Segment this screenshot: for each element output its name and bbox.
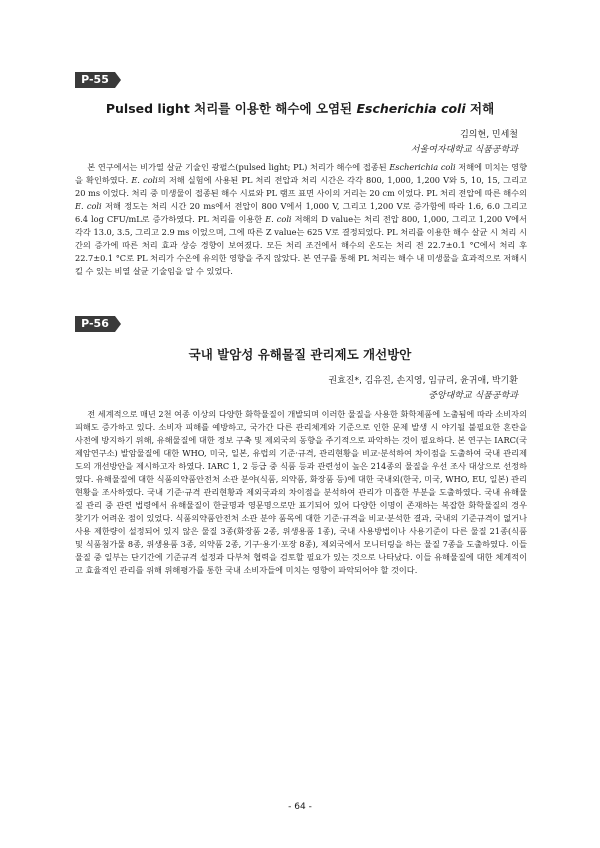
abstract-text: 저해에 미치는 영향을 확인하였다. [75,162,527,185]
section-badge-p56: P-56 [75,316,115,332]
page-number: - 64 - [288,802,312,812]
italic-term: Escherichia coli [389,162,456,172]
title-text-end: 저해 [465,101,495,116]
abstract-p55 [75,161,527,278]
authors-p56: 권효진*, 김유진, 손지영, 임규리, 윤귀애, 박기환 [328,376,518,386]
abstract-text: 전 세계적으로 매년 2천 여종 이상의 다양한 화학물질이 개발되며 이러한 물질을 사용한 화학제품에 노출됨에 따라 소비자의 피해도 증가하고 있다. 소비자 피해를 예방하고, 국가간 다른 관리체계와 기준으로 인한 문제 발생 시 야기될 불필요한 혼란을 사전에 방지하기 위해, 유해물질에 대한 정보 구축 및 제외국의 동향을 주기적으로 파악하는 것이 필요하다. 본 연구는 IARC(국제암연구소) 발암물질에 대한 WHO, 미국, 일본, 유럽의 기준·규격, 관리현황을 비교·분석하여 차이점을 도출하여 국내 관리제도의 개선방안을 제시하고자 하였다. IARC 1, 2 등급 중 식품 등과 관련성이 높은 214종의 물질을 우선 조사 대상으로 선정하였다. 유해물질에 대한 식품의약품안전처 소관 분야(식품, 의약품, 화장품 등)에 대한 국내외(한국, 미국, WHO, EU, 일본) 관리현황을 조사하였다. 국내 기준·규격 관리현황과 제외국과의 차이점을 분석하여 관리가 미흡한 부분을 도출하였다. 국내 유해물질 관리 중 관련 법령에서 유해물질이 한글명과 영문명으로만 표기되어 있어 다양한 이명이 존재하는 복잡한 화학물질의 경우 찾기가 어려운 점이 있었다. 식품의약품안전처 소관 분야 품목에 대한 기준·규격을 비교·분석한 결과, 국내의 기준규격이 없거나 사용 제한량이 설정되어 있지 않은 물질 3종(화장품 2종, 위생용품 1종), 국내 사용방법이나 사용기준이 다른 물질 21종(식품 및 식품첨가물 8종, 위생용품 3종, 의약품 2종, 기구·용기·포장 8종), 제외국에서 모니터링을 하는 물질 7종을 도출하였다. 이들 물질 중 일부는 단기간에 기준규격 설정과 다부처 협력을 검토할 필요가 있는 것으로 나타났다. 이들 유해물질에 대한 체계적이고 효율적인 관리를 위해 위해평가를 통한 국내 소비자들에 미치는 영향이 파악되어야 할 것이다. [75,409,528,575]
affiliation-p55: 서울여자대학교 식품공학과 [410,145,518,155]
abstract-text: 저해 정도는 처리 시간 20 ms에서 전압이 800 V에서 1,000 V, 그리고 1,200 V로 증가함에 따라 1.6, 6.0 그리고 6.4 log CFU/mL로 증가하였다. PL 처리를 이용한 [75,201,527,224]
italic-term: E. coli [75,201,102,211]
italic-term: E. coli [131,175,158,185]
section-badge-p55: P-55 [75,72,115,88]
title-text: 국내 발암성 유해물질 관리제도 개선방안 [188,347,412,362]
italic-term: E. coli [265,214,292,224]
badge-tail [115,72,121,88]
abstract-p56 [75,408,527,577]
abstract-text: 본 연구에서는 비가열 살균 기술인 광펄스(pulsed light; PL) 처리가 해수에 접종된 [87,162,390,172]
paper-title-p56 [40,345,560,363]
affiliation-p56: 중앙대학교 식품공학과 [428,391,518,401]
abstract-text: 의 저해 실험에 사용된 PL 처리 전압과 처리 시간은 각각 800, 1,000, 1,200 V와 5, 10, 15, 그리고 20 ms 이었다. 처리 중 미생물이 접종된 해수 시료와 PL 램프 표면 사이의 거리는 20 cm 이었다. PL 처리 전압에 따른 해수의 [75,175,528,198]
paper-title-p55 [40,99,560,117]
authors-p55: 김의현, 민세철 [460,130,518,140]
title-italic-text: Escherichia coli [356,101,466,116]
badge-tail [115,316,121,332]
abstract-text: 저해의 D value는 처리 전압 800, 1,000, 그리고 1,200 V에서 각각 13.0, 3.5, 그리고 2.9 ms 이었으며, 그에 따른 Z value는 625 V로 결정되었다. PL 처리를 이용한 해수 살균 시 처리 시간의 증가에 따른 처리 효과 상승 경향이 보여졌다. 모든 처리 조건에서 해수의 온도는 처리 전 22.7±0.1 °C에서 처리 후 22.7±0.1 °C로 PL 처리가 수온에 유의한 영향을 주지 않았다. 본 연구를 통해 PL 처리는 해수 내 미생물을 효과적으로 저해시킬 수 있는 비열 살균 기술임을 알 수 있었다. [75,214,527,276]
title-text: Pulsed light 처리를 이용한 해수에 오염된 [105,101,357,116]
